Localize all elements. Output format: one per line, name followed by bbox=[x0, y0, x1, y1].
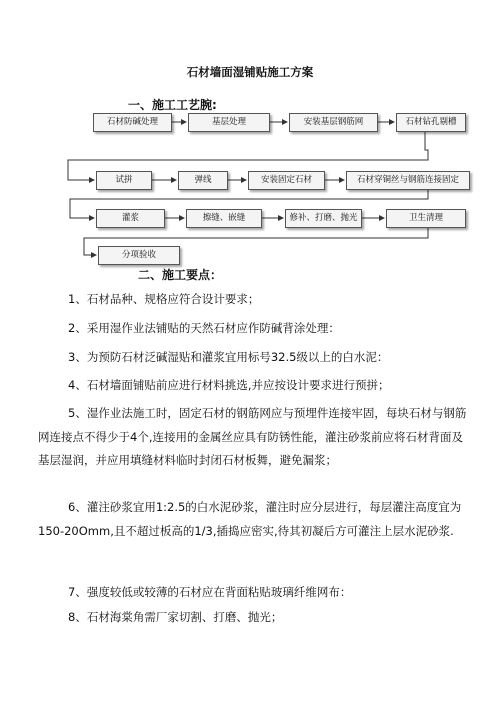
doc-title: 石材墙面湿铺贴施工方案 bbox=[186, 65, 314, 79]
point-item: 5、湿作业法施工时，固定石材的钢筋网应与预埋件连接牢固，每块石材与钢筋网连接点不得少于4个,连接用的金属丝应具有防锈性能，灌注砂浆前应将石材背面及基层湿润，并应用填缝材料临时封闭石材板舞，避免漏浆； bbox=[38, 406, 467, 467]
flow-step: 分项验收 bbox=[98, 246, 180, 265]
flow-step: 基层处理 bbox=[188, 113, 270, 132]
point-item: 2、采用湿作业法铺贴的天然石材应作防碱背涂处理： bbox=[68, 321, 340, 335]
flow-step: 卫生清理 bbox=[386, 209, 466, 228]
point-item: 3、为预防石材泛碱湿贴和灌浆宜用标号32.5级以上的白水泥： bbox=[68, 350, 389, 364]
flow-step: 安装固定石材 bbox=[248, 171, 325, 190]
flow-step: 灌浆 bbox=[96, 209, 165, 228]
flow-step: 石材穿铜丝与钢筋连接固定 bbox=[346, 171, 470, 190]
flow-step: 试拼 bbox=[96, 171, 152, 190]
flow-step: 石材钻孔剔槽 bbox=[396, 113, 466, 132]
flow-step: 石材防碱处理 bbox=[93, 113, 172, 132]
flow-step: 擦缝、嵌缝 bbox=[186, 209, 262, 228]
point-item: 8、石材海棠角需厂家切割、打磨、抛光； bbox=[68, 610, 283, 624]
section-heading-process: 一、施工工艺腕: bbox=[128, 98, 217, 112]
point-item: 6、灌注砂浆宜用1:2.5的白水泥砂浆，灌注时应分层进行，每层灌注高度宜为150-20Omm,且不超过板高的1/3,插捣应密实,待其初凝后方可灌注上层水泥砂浆. bbox=[38, 500, 462, 538]
point-item: 4、石材墙面铺贴前应进行材料挑选,并应按设计要求进行预拼； bbox=[68, 378, 390, 392]
flow-connectors bbox=[0, 0, 500, 270]
point-item: 1、石材品种、规格应符合设计要求； bbox=[68, 292, 260, 306]
flow-step: 弹线 bbox=[178, 171, 228, 190]
point-item: 7、强度较低或较薄的石材应在背面粘贴玻璃纤维网布： bbox=[68, 585, 352, 599]
flow-step: 修补、打磨、抛光 bbox=[285, 209, 362, 228]
flow-step: 安装基层钢筋网 bbox=[289, 113, 378, 132]
section-heading-keypoints: 二、施工要点： bbox=[138, 268, 223, 282]
